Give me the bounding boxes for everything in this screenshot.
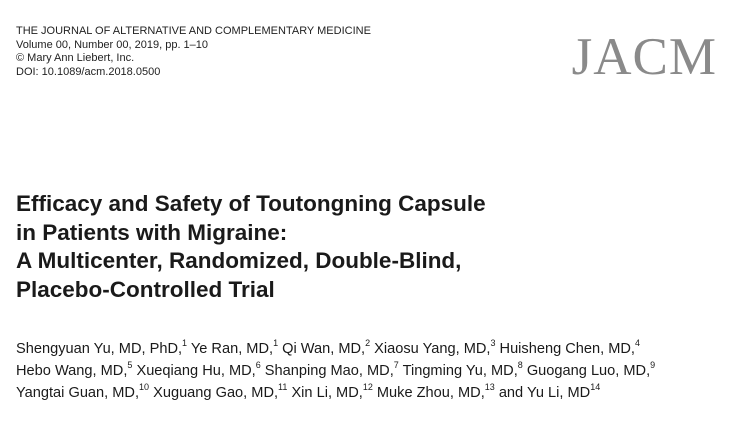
author-name: Xuguang Gao, MD, [149, 385, 279, 401]
title-line: A Multicenter, Randomized, Double-Blind, [16, 248, 462, 273]
author-name: Xin Li, MD, [287, 385, 363, 401]
affiliation-number: 12 [362, 382, 373, 393]
doi: DOI: 10.1089/acm.2018.0500 [16, 65, 161, 78]
author-line [16, 382, 736, 404]
author-list [16, 338, 736, 404]
affiliation-number: 4 [635, 338, 641, 349]
author-name: Guogang Luo, MD, [522, 363, 651, 379]
journal-name: THE JOURNAL OF ALTERNATIVE AND COMPLEMENTARY MEDICINE [16, 25, 371, 37]
author [278, 338, 371, 357]
author-name: Tingming Yu, MD, [398, 363, 518, 379]
affiliation-number: 9 [650, 360, 656, 371]
affiliation-number: 10 [139, 382, 150, 393]
author [372, 382, 495, 401]
affiliation-number: 6 [255, 360, 261, 371]
affiliation-number: 2 [365, 338, 371, 349]
author-name: Shengyuan Yu, MD, PhD, [16, 341, 183, 357]
author [370, 338, 496, 357]
affiliation-number: 11 [278, 382, 288, 393]
author [16, 360, 133, 379]
affiliation-number: 7 [393, 360, 399, 371]
author [187, 338, 279, 357]
author-name: Xueqiang Hu, MD, [132, 363, 256, 379]
title-line: Efficacy and Safety of Toutongning Capsule [16, 191, 486, 216]
author-name: Huisheng Chen, MD, [495, 341, 635, 357]
author [132, 360, 261, 379]
journal-logo: JACM [571, 28, 717, 86]
affiliation-number: 5 [127, 360, 133, 371]
author [522, 360, 656, 379]
author [398, 360, 523, 379]
author [260, 360, 399, 379]
author-name: Shanping Mao, MD, [260, 363, 394, 379]
affiliation-number: 13 [484, 382, 495, 393]
author [495, 338, 641, 357]
affiliation-number: 1 [273, 338, 279, 349]
affiliation-number: 8 [517, 360, 523, 371]
author [16, 338, 188, 357]
copyright-notice: © Mary Ann Liebert, Inc. [16, 52, 135, 65]
author-name: Muke Zhou, MD, [372, 385, 485, 401]
author-line [16, 360, 736, 382]
volume-info: Volume 00, Number 00, 2019, pp. 1–10 [16, 38, 209, 51]
author-name: Ye Ran, MD, [187, 341, 274, 357]
author-name: Yangtai Guan, MD, [16, 385, 140, 401]
author [494, 382, 601, 401]
author-line [16, 338, 736, 360]
author-name: and Yu Li, MD [494, 385, 591, 401]
affiliation-number: 1 [182, 338, 188, 349]
affiliation-number: 14 [590, 382, 601, 393]
author [16, 382, 150, 401]
journal-header [16, 25, 371, 79]
author-name: Qi Wan, MD, [278, 341, 366, 357]
title-line: Placebo-Controlled Trial [16, 276, 275, 302]
article-title [16, 190, 486, 304]
author-name: Hebo Wang, MD, [16, 363, 128, 379]
title-line: in Patients with Migraine: [16, 219, 288, 245]
author [287, 382, 373, 401]
affiliation-number: 3 [490, 338, 496, 349]
author [149, 382, 288, 401]
author-name: Xiaosu Yang, MD, [370, 341, 491, 357]
